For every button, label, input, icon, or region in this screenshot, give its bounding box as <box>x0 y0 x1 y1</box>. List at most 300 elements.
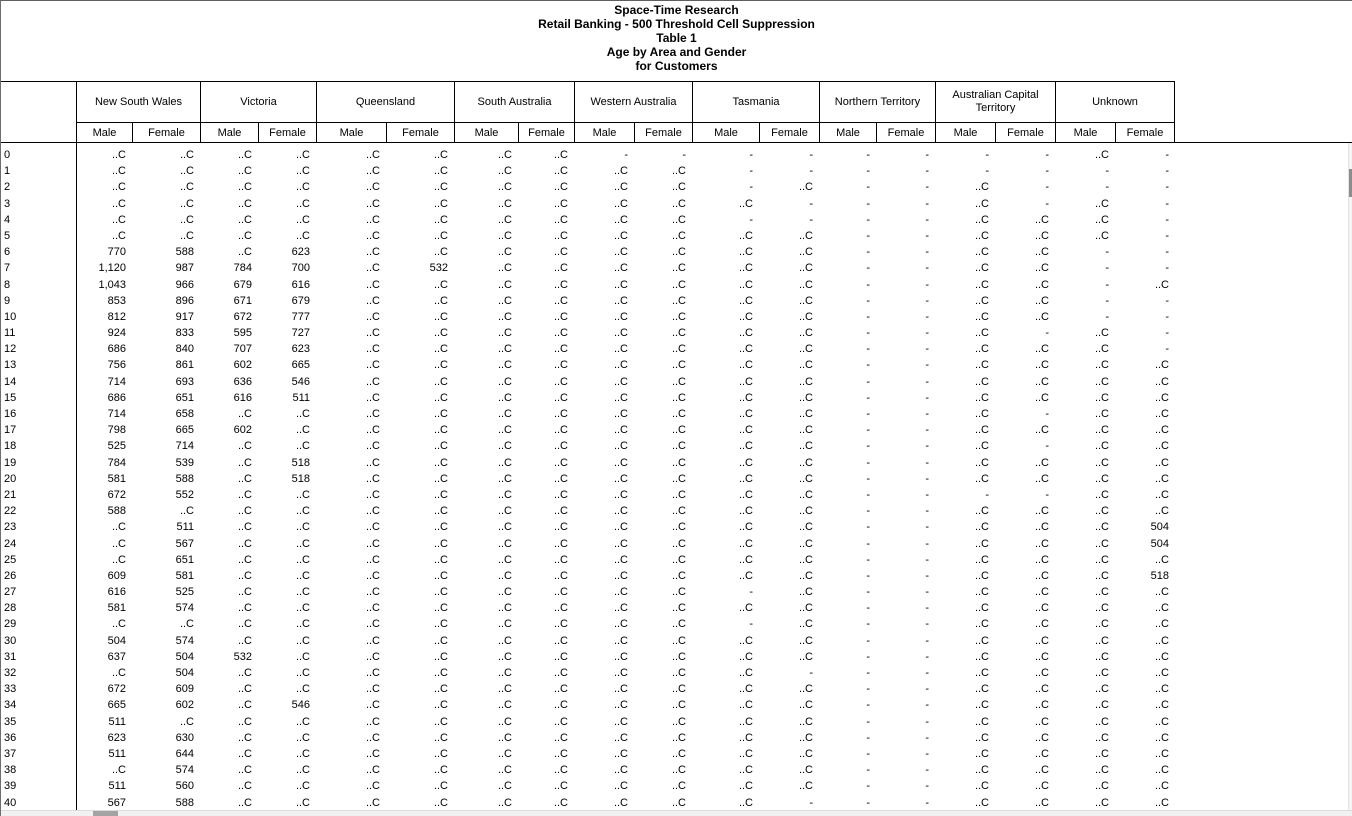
gender-header-male: Male <box>574 123 634 142</box>
age-row-label: 2 <box>4 181 11 194</box>
data-cell: ..C <box>798 262 813 275</box>
data-cell: ..C <box>295 165 310 178</box>
data-cell: ..C <box>237 634 252 647</box>
data-cell: ..C <box>1034 650 1049 663</box>
data-cell: ..C <box>1034 359 1049 372</box>
age-row-label: 38 <box>4 764 17 777</box>
data-cell: ..C <box>497 796 512 809</box>
age-row-label: 28 <box>4 602 17 615</box>
data-cell: ..C <box>738 327 753 340</box>
data-cell: - <box>925 327 929 340</box>
data-cell: ..C <box>1154 440 1169 453</box>
data-cell: 770 <box>107 246 126 259</box>
data-cell: ..C <box>613 537 628 550</box>
data-cell: ..C <box>798 618 813 631</box>
data-cell: ..C <box>497 327 512 340</box>
data-cell: 574 <box>175 602 194 615</box>
data-cell: ..C <box>433 569 448 582</box>
data-cell: 602 <box>233 359 252 372</box>
age-row-label: 24 <box>4 537 17 550</box>
data-cell: ..C <box>295 440 310 453</box>
data-cell: ..C <box>365 731 380 744</box>
data-cell: 602 <box>175 699 194 712</box>
data-cell: ..C <box>671 197 686 210</box>
data-cell: ..C <box>295 229 310 242</box>
data-cell: - <box>866 602 870 615</box>
data-cell: ..C <box>974 278 989 291</box>
gender-header-male: Male <box>935 123 995 142</box>
data-cell: ..C <box>798 537 813 550</box>
data-cell: ..C <box>613 602 628 615</box>
data-cell: 917 <box>175 310 194 323</box>
data-cell: ..C <box>1034 780 1049 793</box>
data-cell: 546 <box>291 375 310 388</box>
data-cell: ..C <box>1034 505 1049 518</box>
data-cell: ..C <box>179 181 194 194</box>
data-cell: ..C <box>974 262 989 275</box>
data-cell: 630 <box>175 731 194 744</box>
data-cell: ..C <box>613 327 628 340</box>
data-cell: ..C <box>974 213 989 226</box>
data-cell: - <box>1045 149 1049 161</box>
data-cell: - <box>866 618 870 631</box>
data-cell: ..C <box>433 246 448 259</box>
data-cell: - <box>1105 262 1109 275</box>
age-row-label: 4 <box>4 213 11 226</box>
data-cell: ..C <box>433 375 448 388</box>
data-cell: ..C <box>671 569 686 582</box>
data-cell: - <box>866 488 870 501</box>
data-cell: - <box>866 634 870 647</box>
age-row-label: 7 <box>4 262 11 275</box>
data-cell: ..C <box>1034 731 1049 744</box>
data-cell: ..C <box>974 683 989 696</box>
data-cell: ..C <box>798 327 813 340</box>
data-cell: - <box>925 699 929 712</box>
data-cell: ..C <box>738 197 753 210</box>
data-cell: ..C <box>1154 764 1169 777</box>
data-cell: - <box>925 618 929 631</box>
data-cell: ..C <box>974 699 989 712</box>
data-cell: - <box>866 650 870 663</box>
data-cell: ..C <box>497 683 512 696</box>
data-cell: ..C <box>1094 618 1109 631</box>
data-cell: ..C <box>433 796 448 809</box>
data-cell: ..C <box>237 488 252 501</box>
data-cell: ..C <box>1154 618 1169 631</box>
data-cell: ..C <box>1154 505 1169 518</box>
data-cell: 588 <box>175 796 194 809</box>
data-cell: ..C <box>497 650 512 663</box>
area-header: Unknown <box>1055 82 1175 123</box>
data-cell: ..C <box>553 667 568 679</box>
data-cell: 539 <box>175 456 194 469</box>
data-cell: - <box>866 537 870 550</box>
data-cell: - <box>925 569 929 582</box>
data-cell: - <box>866 553 870 566</box>
data-cell: ..C <box>974 424 989 437</box>
data-cell: - <box>1045 488 1049 501</box>
data-cell: ..C <box>497 391 512 404</box>
data-cell: ..C <box>365 796 380 809</box>
data-cell: ..C <box>974 505 989 518</box>
data-cell: - <box>925 780 929 793</box>
data-cell: 567 <box>107 796 126 809</box>
data-cell: 511 <box>108 715 126 728</box>
age-row-label: 17 <box>4 424 17 437</box>
horizontal-scrollbar[interactable] <box>1 810 1352 816</box>
data-cell: ..C <box>433 586 448 599</box>
data-cell: ..C <box>497 602 512 615</box>
data-cell: - <box>1105 181 1109 194</box>
data-cell: ..C <box>974 327 989 340</box>
data-cell: ..C <box>738 294 753 307</box>
data-cell: - <box>1045 165 1049 178</box>
data-cell: - <box>866 165 870 178</box>
data-cell: ..C <box>798 683 813 696</box>
data-cell: ..C <box>179 505 194 518</box>
data-cell: ..C <box>553 424 568 437</box>
data-cell: - <box>1165 229 1169 242</box>
data-cell: ..C <box>738 764 753 777</box>
data-cell: ..C <box>613 229 628 242</box>
data-cell: - <box>866 764 870 777</box>
data-cell: - <box>866 359 870 372</box>
age-row-label: 37 <box>4 747 17 760</box>
data-cell: ..C <box>553 602 568 615</box>
data-cell: ..C <box>738 667 753 679</box>
data-cell: ..C <box>1094 197 1109 210</box>
data-cell: - <box>866 213 870 226</box>
data-cell: - <box>866 586 870 599</box>
data-cell: - <box>925 521 929 534</box>
data-cell: 658 <box>175 408 194 420</box>
data-cell: ..C <box>1094 213 1109 226</box>
data-cell: ..C <box>671 229 686 242</box>
data-cell: ..C <box>1034 796 1049 809</box>
data-cell: ..C <box>1034 472 1049 485</box>
data-cell: - <box>866 294 870 307</box>
data-cell: 532 <box>233 650 252 663</box>
age-row-label: 36 <box>4 731 17 744</box>
data-cell: ..C <box>433 229 448 242</box>
data-cell: 616 <box>233 391 252 404</box>
report-title <box>1 3 1352 73</box>
data-cell: ..C <box>974 197 989 210</box>
data-cell: ..C <box>613 375 628 388</box>
data-cell: - <box>1165 246 1169 259</box>
data-cell: ..C <box>671 602 686 615</box>
data-cell: 679 <box>233 278 252 291</box>
data-cell: ..C <box>1154 650 1169 663</box>
data-cell: 518 <box>291 472 310 485</box>
data-cell: - <box>1045 181 1049 194</box>
gender-header-male: Male <box>1055 123 1115 142</box>
data-cell: ..C <box>974 375 989 388</box>
age-row-label: 11 <box>4 327 16 340</box>
age-row-label: 30 <box>4 634 17 647</box>
data-cell: ..C <box>1154 699 1169 712</box>
data-cell: ..C <box>671 764 686 777</box>
data-cell: - <box>1105 310 1109 323</box>
data-cell: ..C <box>433 667 448 679</box>
data-cell: 700 <box>291 262 310 275</box>
data-cell: ..C <box>365 408 380 420</box>
data-cell: ..C <box>237 667 252 679</box>
data-cell: ..C <box>738 747 753 760</box>
data-cell: ..C <box>365 505 380 518</box>
data-cell: ..C <box>553 229 568 242</box>
data-cell: 504 <box>107 634 126 647</box>
data-cell: ..C <box>671 634 686 647</box>
data-cell: ..C <box>974 634 989 647</box>
data-cell: - <box>1165 310 1169 323</box>
data-cell: - <box>1105 165 1109 178</box>
data-cell: ..C <box>738 780 753 793</box>
vertical-scrollbar[interactable] <box>1348 143 1352 816</box>
data-cell: ..C <box>671 181 686 194</box>
data-cell: ..C <box>738 229 753 242</box>
data-cell: ..C <box>497 456 512 469</box>
data-cell: - <box>925 650 929 663</box>
data-cell: 1,120 <box>98 262 126 275</box>
data-cell: - <box>866 181 870 194</box>
data-cell: ..C <box>433 440 448 453</box>
data-cell: 672 <box>107 683 126 696</box>
data-cell: ..C <box>553 699 568 712</box>
data-cell: ..C <box>365 456 380 469</box>
data-cell: ..C <box>798 650 813 663</box>
area-header: South Australia <box>454 82 574 123</box>
gender-header-male: Male <box>76 123 132 142</box>
data-cell: - <box>866 197 870 210</box>
report-title-line: Space-Time Research <box>614 3 739 17</box>
data-cell: ..C <box>974 181 989 194</box>
data-cell: ..C <box>1034 553 1049 566</box>
data-cell: ..C <box>738 521 753 534</box>
data-cell: 966 <box>175 278 194 291</box>
data-cell: ..C <box>671 553 686 566</box>
data-cell: ..C <box>179 149 194 161</box>
data-cell: ..C <box>497 310 512 323</box>
data-cell: ..C <box>974 521 989 534</box>
data-cell: ..C <box>497 472 512 485</box>
data-cell: ..C <box>671 667 686 679</box>
data-cell: - <box>866 521 870 534</box>
age-row-label: 39 <box>4 780 17 793</box>
data-cell: - <box>1165 181 1169 194</box>
data-cell: - <box>1165 327 1169 340</box>
data-cell: 637 <box>107 650 126 663</box>
data-cell: - <box>1165 165 1169 178</box>
data-cell: - <box>749 213 753 226</box>
data-cell: ..C <box>111 181 126 194</box>
data-cell: ..C <box>1094 537 1109 550</box>
data-cell: ..C <box>365 375 380 388</box>
data-cell: ..C <box>433 181 448 194</box>
data-cell: - <box>1105 278 1109 291</box>
data-cell: ..C <box>613 310 628 323</box>
data-cell: ..C <box>974 310 989 323</box>
data-cell: - <box>925 796 929 809</box>
data-cell: - <box>809 213 813 226</box>
data-cell: - <box>749 586 753 599</box>
data-cell: ..C <box>798 408 813 420</box>
data-cell: - <box>866 343 870 356</box>
data-cell: ..C <box>671 699 686 712</box>
data-cell: ..C <box>1094 553 1109 566</box>
data-cell: ..C <box>974 747 989 760</box>
horizontal-scrollbar-thumb[interactable] <box>93 811 118 816</box>
data-cell: 581 <box>107 602 126 615</box>
data-cell: ..C <box>365 165 380 178</box>
data-cell: - <box>749 149 753 161</box>
data-cell: ..C <box>497 375 512 388</box>
data-cell: ..C <box>295 537 310 550</box>
data-cell: ..C <box>237 764 252 777</box>
data-cell: - <box>809 197 813 210</box>
data-cell: - <box>1165 262 1169 275</box>
data-cell: ..C <box>738 456 753 469</box>
data-cell: - <box>925 537 929 550</box>
data-cell: ..C <box>237 683 252 696</box>
data-cell: ..C <box>237 472 252 485</box>
table-body <box>1 147 1175 811</box>
data-cell: ..C <box>613 197 628 210</box>
data-cell: ..C <box>553 505 568 518</box>
data-cell: ..C <box>365 553 380 566</box>
data-cell: ..C <box>1034 618 1049 631</box>
data-cell: ..C <box>671 213 686 226</box>
data-cell: ..C <box>237 521 252 534</box>
data-cell: ..C <box>738 278 753 291</box>
data-cell: ..C <box>671 618 686 631</box>
data-cell: ..C <box>1094 586 1109 599</box>
data-cell: ..C <box>553 683 568 696</box>
data-cell: ..C <box>613 408 628 420</box>
data-cell: - <box>925 602 929 615</box>
data-cell: ..C <box>111 764 126 777</box>
data-cell: - <box>749 165 753 178</box>
data-cell: ..C <box>553 278 568 291</box>
data-cell: ..C <box>1154 456 1169 469</box>
data-cell: ..C <box>497 731 512 744</box>
data-cell: ..C <box>365 327 380 340</box>
data-cell: ..C <box>1154 391 1169 404</box>
data-cell: ..C <box>974 667 989 679</box>
data-cell: 714 <box>107 408 126 420</box>
data-cell: ..C <box>295 521 310 534</box>
area-header: Victoria <box>200 82 316 123</box>
data-cell: ..C <box>974 715 989 728</box>
data-cell: 1,043 <box>98 278 126 291</box>
data-cell: ..C <box>974 553 989 566</box>
data-cell: ..C <box>1094 149 1109 161</box>
data-cell: ..C <box>365 149 380 161</box>
gender-header-female: Female <box>518 123 574 142</box>
data-cell: ..C <box>613 505 628 518</box>
data-cell: ..C <box>237 181 252 194</box>
data-cell: ..C <box>433 213 448 226</box>
data-cell: ..C <box>974 229 989 242</box>
data-cell: - <box>925 440 929 453</box>
data-cell: ..C <box>433 391 448 404</box>
data-cell: ..C <box>295 796 310 809</box>
data-cell: ..C <box>237 197 252 210</box>
data-cell: - <box>1105 294 1109 307</box>
data-cell: - <box>1165 294 1169 307</box>
data-cell: ..C <box>738 505 753 518</box>
data-cell: ..C <box>798 634 813 647</box>
data-cell: ..C <box>295 780 310 793</box>
data-cell: ..C <box>553 375 568 388</box>
data-cell: ..C <box>613 764 628 777</box>
data-cell: ..C <box>1094 375 1109 388</box>
data-cell: ..C <box>1094 634 1109 647</box>
data-cell: ..C <box>553 796 568 809</box>
data-cell: ..C <box>974 602 989 615</box>
data-cell: ..C <box>798 456 813 469</box>
data-cell: ..C <box>295 586 310 599</box>
data-cell: ..C <box>179 229 194 242</box>
data-cell: ..C <box>553 408 568 420</box>
data-cell: ..C <box>671 488 686 501</box>
data-cell: ..C <box>295 505 310 518</box>
data-cell: 560 <box>175 780 194 793</box>
data-cell: ..C <box>1094 488 1109 501</box>
data-cell: ..C <box>365 343 380 356</box>
data-cell: ..C <box>974 440 989 453</box>
data-cell: ..C <box>613 456 628 469</box>
data-cell: ..C <box>798 343 813 356</box>
data-cell: ..C <box>1094 747 1109 760</box>
data-cell: ..C <box>1034 262 1049 275</box>
data-cell: ..C <box>1154 602 1169 615</box>
age-row-label: 32 <box>4 667 17 679</box>
data-cell: ..C <box>974 343 989 356</box>
data-cell: ..C <box>798 294 813 307</box>
data-cell: ..C <box>497 408 512 420</box>
data-cell: ..C <box>738 650 753 663</box>
data-cell: ..C <box>295 634 310 647</box>
data-cell: ..C <box>613 213 628 226</box>
data-cell: - <box>925 586 929 599</box>
data-cell: - <box>925 165 929 178</box>
data-cell: ..C <box>974 408 989 420</box>
data-cell: ..C <box>295 602 310 615</box>
data-cell: ..C <box>497 699 512 712</box>
data-cell: ..C <box>433 343 448 356</box>
data-cell: ..C <box>738 424 753 437</box>
data-cell: ..C <box>613 747 628 760</box>
data-cell: ..C <box>237 699 252 712</box>
data-cell: ..C <box>671 310 686 323</box>
data-cell: ..C <box>553 440 568 453</box>
data-cell: 511 <box>176 521 194 534</box>
age-row-label: 0 <box>4 149 11 161</box>
data-cell: ..C <box>433 294 448 307</box>
data-cell: ..C <box>1094 440 1109 453</box>
data-cell: ..C <box>613 634 628 647</box>
data-cell: 518 <box>291 456 310 469</box>
data-cell: ..C <box>798 747 813 760</box>
data-cell: ..C <box>497 213 512 226</box>
data-cell: - <box>925 634 929 647</box>
data-cell: ..C <box>738 699 753 712</box>
data-cell: ..C <box>1094 505 1109 518</box>
gender-header-female: Female <box>634 123 692 142</box>
data-cell: 616 <box>291 278 310 291</box>
